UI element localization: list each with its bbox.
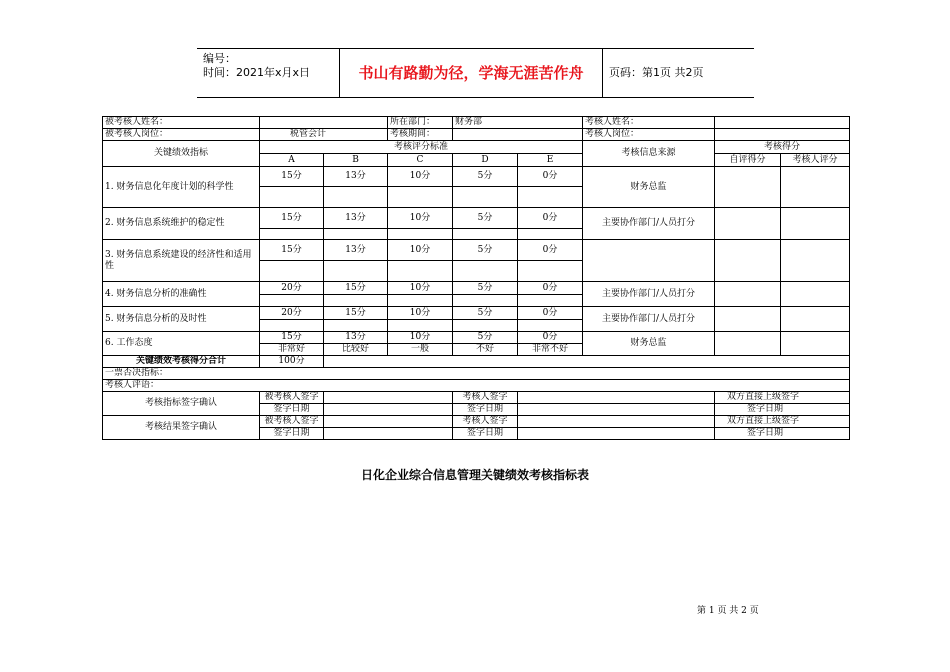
examinee-name-label: 被考核人姓名： [103,117,260,129]
grade-e-header: E [518,154,583,167]
desc-cell: 不好 [453,344,518,356]
score-cell: 0分 [518,332,583,344]
table-row [103,208,850,229]
score-cell: 0分 [518,282,583,295]
info-row [103,129,850,141]
score-cell: 5分 [453,208,518,229]
header-row [103,141,850,154]
document-title: 日化企业综合信息管理关键绩效考核指标表 [360,468,589,482]
self-score-input[interactable] [715,240,781,282]
period-value[interactable] [453,129,583,141]
header-motto: 书山有路勤为径，学海无涯苦作舟 [358,64,584,82]
sign-date-label: 签字日期 [453,404,518,416]
desc-cell [388,320,453,332]
desc-cell [453,295,518,307]
kpi-header: 关键绩效指标 [103,141,260,167]
examiner-score-input[interactable] [781,208,850,240]
self-score-header: 自评得分 [715,154,781,167]
score-cell: 0分 [518,307,583,320]
desc-cell [324,320,388,332]
sign-date-field[interactable] [324,404,453,416]
examiner-sign-field[interactable] [518,416,715,428]
source-cell: 主要协作部门/人员打分 [583,307,715,332]
examiner-sign-label: 考核人签字 [453,416,518,428]
signature-row [103,392,850,404]
total-label: 关键绩效考核得分合计 [103,356,260,368]
score-cell: 20分 [260,307,324,320]
desc-cell: 比较好 [324,344,388,356]
examiner-post-label: 考核人岗位： [583,129,715,141]
desc-cell [324,261,388,282]
source-header: 考核信息来源 [583,141,715,167]
score-cell: 15分 [260,332,324,344]
sign-date-label: 签字日期 [453,428,518,440]
desc-cell [453,261,518,282]
sign-date-label: 签字日期 [715,428,850,440]
total-blank [324,356,850,368]
kpi-name: 1. 财务信息化年度计划的科学性 [103,167,260,208]
desc-cell [324,187,388,208]
score-cell: 10分 [388,332,453,344]
score-cell: 10分 [388,167,453,187]
number-label: 编号： [203,52,236,65]
desc-cell [518,261,583,282]
self-score-input[interactable] [715,332,781,356]
criteria-header: 考核评分标准 [260,141,583,154]
kpi-name: 6. 工作态度 [103,332,260,356]
examiner-sign-field[interactable] [518,392,715,404]
score-cell: 13分 [324,332,388,344]
header-divider [602,49,603,97]
total-row [103,356,850,368]
desc-cell: 非常好 [260,344,324,356]
desc-cell [453,320,518,332]
desc-cell [453,187,518,208]
score-cell: 15分 [324,307,388,320]
score-header: 考核得分 [715,141,850,154]
examiner-name-value[interactable] [715,117,850,129]
veto-label[interactable]: 一票否决指标： [103,368,850,380]
sign-date-label: 签字日期 [260,404,324,416]
examinee-sign-field[interactable] [324,392,453,404]
score-cell: 5分 [453,240,518,261]
examiner-score-input[interactable] [781,167,850,208]
time-label: 时间：2021年x月x日 [203,66,311,79]
veto-row [103,368,850,380]
kpi-name: 5. 财务信息分析的及时性 [103,307,260,332]
desc-cell [260,295,324,307]
self-score-input[interactable] [715,307,781,332]
kpi-table [102,116,850,440]
examinee-sign-field[interactable] [324,416,453,428]
desc-cell [518,295,583,307]
examinee-post-value[interactable]: 税管会计 [260,129,388,141]
desc-cell [518,320,583,332]
source-cell: 主要协作部门/人员打分 [583,208,715,240]
source-cell [583,240,715,282]
table-row [103,167,850,187]
sign-date-label: 签字日期 [715,404,850,416]
sign-date-field[interactable] [518,428,715,440]
examinee-name-value[interactable] [260,117,388,129]
score-cell: 5分 [453,332,518,344]
superior-sign-label: 双方直接上级签字 [715,392,850,404]
score-cell: 13分 [324,240,388,261]
examiner-name-label: 考核人姓名： [583,117,715,129]
desc-cell [260,229,324,240]
desc-cell [388,295,453,307]
info-row [103,117,850,129]
examiner-sign-label: 考核人签字 [453,392,518,404]
table-row [103,307,850,320]
grade-d-header: D [453,154,518,167]
desc-cell: 非常不好 [518,344,583,356]
total-value: 100分 [260,356,324,368]
examiner-score-input[interactable] [781,240,850,282]
desc-cell: 一般 [388,344,453,356]
source-cell: 财务总监 [583,167,715,208]
desc-cell [518,187,583,208]
table-row [103,240,850,261]
score-cell: 13分 [324,167,388,187]
kpi-name: 2. 财务信息系统维护的稳定性 [103,208,260,240]
examinee-sign-label: 被考核人签字 [260,392,324,404]
score-cell: 13分 [324,208,388,229]
sign-date-field[interactable] [518,404,715,416]
grade-c-header: C [388,154,453,167]
desc-cell [388,187,453,208]
desc-cell [324,295,388,307]
desc-cell [388,229,453,240]
grade-a-header: A [260,154,324,167]
score-cell: 5分 [453,307,518,320]
signature-row [103,416,850,428]
indicator-confirm-label: 考核指标签字确认 [103,392,260,416]
table-row [103,332,850,344]
self-score-input[interactable] [715,208,781,240]
header-page-info: 页码：第1页 共2页 [609,66,704,79]
desc-cell [260,187,324,208]
comment-row [103,380,850,392]
score-cell: 15分 [260,208,324,229]
desc-cell [518,229,583,240]
comment-label[interactable]: 考核人评语： [103,380,850,392]
source-cell: 财务总监 [583,332,715,356]
table-row [103,282,850,295]
score-cell: 10分 [388,282,453,295]
source-cell: 主要协作部门/人员打分 [583,282,715,307]
score-cell: 15分 [260,240,324,261]
examiner-score-input[interactable] [781,282,850,307]
header-meta [203,52,339,80]
examiner-score-header: 考核人评分 [781,154,850,167]
kpi-name: 3. 财务信息系统建设的经济性和适用性 [103,240,260,282]
score-cell: 10分 [388,307,453,320]
examiner-score-input[interactable] [781,332,850,356]
examinee-post-label: 被考核人岗位： [103,129,260,141]
score-cell: 0分 [518,240,583,261]
score-cell: 15分 [324,282,388,295]
grade-b-header: B [324,154,388,167]
score-cell: 10分 [388,208,453,229]
self-score-input[interactable] [715,167,781,208]
period-label: 考核期间： [388,129,453,141]
self-score-input[interactable] [715,282,781,307]
desc-cell [453,229,518,240]
sign-date-field[interactable] [324,428,453,440]
score-cell: 0分 [518,167,583,187]
score-cell: 0分 [518,208,583,229]
score-cell: 5分 [453,167,518,187]
examiner-post-value[interactable] [715,129,850,141]
score-cell: 5分 [453,282,518,295]
kpi-name: 4. 财务信息分析的准确性 [103,282,260,307]
dept-label: 所在部门： [388,117,453,129]
desc-cell [260,261,324,282]
examiner-score-input[interactable] [781,307,850,332]
desc-cell [388,261,453,282]
score-cell: 10分 [388,240,453,261]
superior-sign-label: 双方直接上级签字 [715,416,850,428]
sign-date-label: 签字日期 [260,428,324,440]
result-confirm-label: 考核结果签字确认 [103,416,260,440]
examinee-sign-label: 被考核人签字 [260,416,324,428]
desc-cell [324,229,388,240]
page-footer: 第 1 页 共 2 页 [697,606,759,616]
dept-value[interactable]: 财务部 [453,117,583,129]
page-header [197,48,754,98]
desc-cell [260,320,324,332]
score-cell: 15分 [260,167,324,187]
score-cell: 20分 [260,282,324,295]
